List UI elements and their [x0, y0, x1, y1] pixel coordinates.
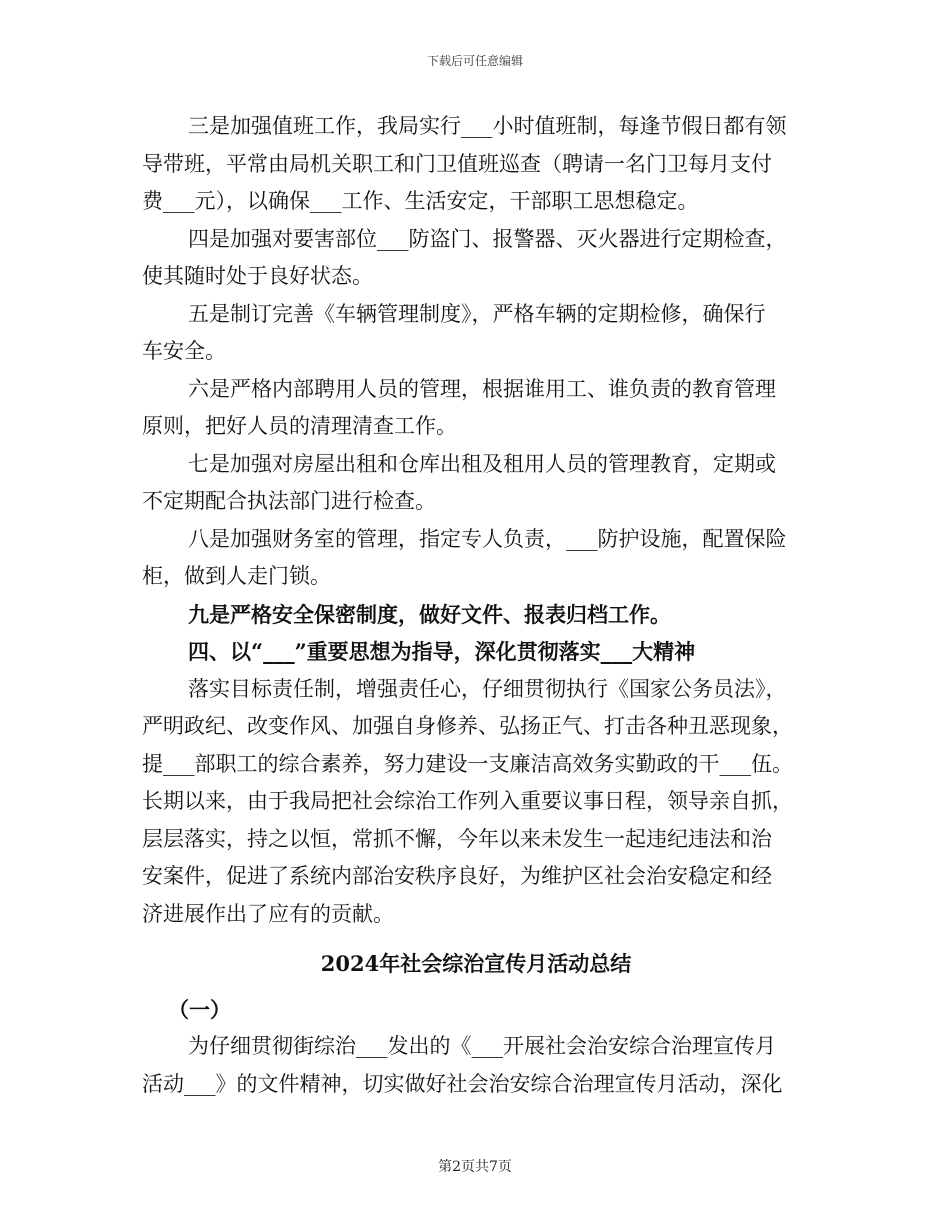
paragraph-line: 为仔细贯彻街综治___发出的《___开展社会治安综合治理宣传月	[188, 1034, 776, 1058]
paragraph-line: 导带班，平常由局机关职工和门卫值班巡查（聘请一名门卫每月支付	[142, 151, 772, 176]
paragraph-line: 原则，把好人员的清理清查工作。	[142, 414, 457, 438]
document-title: 2024年社会综治宣传月活动总结	[320, 951, 632, 976]
bold-paragraph-line: 九是严格安全保密制度，做好文件、报表归档工作。	[188, 601, 671, 627]
paragraph-line: 层层落实，持之以恒，常抓不懈，今年以来未发生一起违纪违法和治	[142, 826, 772, 851]
page-number: 第2页共7页	[438, 1159, 512, 1175]
paragraph-line: 车安全。	[142, 339, 226, 363]
paragraph-line: 四是加强对要害部位___防盗门、报警器、灭火器进行定期检查，	[188, 226, 787, 251]
paragraph-line: 五是制订完善《车辆管理制度》，严格车辆的定期检修，确保行	[188, 301, 766, 326]
paragraph-line: 费___元），以确保___工作、生活安定，干部职工思想稳定。	[142, 189, 699, 213]
paragraph-line: 落实目标责任制，增强责任心，仔细贯彻执行《国家公务员法》，	[188, 676, 787, 701]
paragraph-line: 六是严格内部聘用人员的管理，根据谁用工、谁负责的教育管理	[188, 376, 776, 401]
paragraph-line: 提___部职工的综合素养，努力建设一支廉洁高效务实勤政的干___伍。	[142, 751, 793, 776]
paragraph-line: 济进展作出了应有的贡献。	[142, 901, 394, 926]
section-heading: 四、以“___”重要思想为指导，深化贯彻落实___大精神	[188, 639, 696, 664]
paragraph-line: 使其随时处于良好状态。	[142, 264, 373, 288]
paragraph-line: 不定期配合执法部门进行检查。	[142, 489, 436, 513]
subsection-label: （一）	[168, 996, 231, 1022]
paragraph-line: 柜，做到人走门锁。	[142, 564, 331, 588]
document-body	[142, 108, 810, 1103]
paragraph-line: 七是加强对房屋出租和仓库出租及租用人员的管理教育，定期或	[188, 451, 776, 476]
paragraph-line: 安案件，促进了系统内部治安秩序良好，为维护区社会治安稳定和经	[142, 864, 772, 888]
paragraph-line: 八是加强财务室的管理，指定专人负责，___防护设施，配置保险	[188, 526, 787, 551]
header-note: 下载后可任意编辑	[426, 54, 523, 68]
paragraph-line: 三是加强值班工作，我局实行___小时值班制，每逢节假日都有领	[188, 114, 787, 138]
paragraph-line: 活动___》的文件精神，切实做好社会治安综合治理宣传月活动，深化	[142, 1071, 783, 1096]
paragraph-line: 严明政纪、改变作风、加强自身修养、弘扬正气、打击各种丑恶现象，	[142, 714, 793, 738]
paragraph-line: 长期以来，由于我局把社会综治工作列入重要议事日程，领导亲自抓，	[142, 789, 793, 813]
